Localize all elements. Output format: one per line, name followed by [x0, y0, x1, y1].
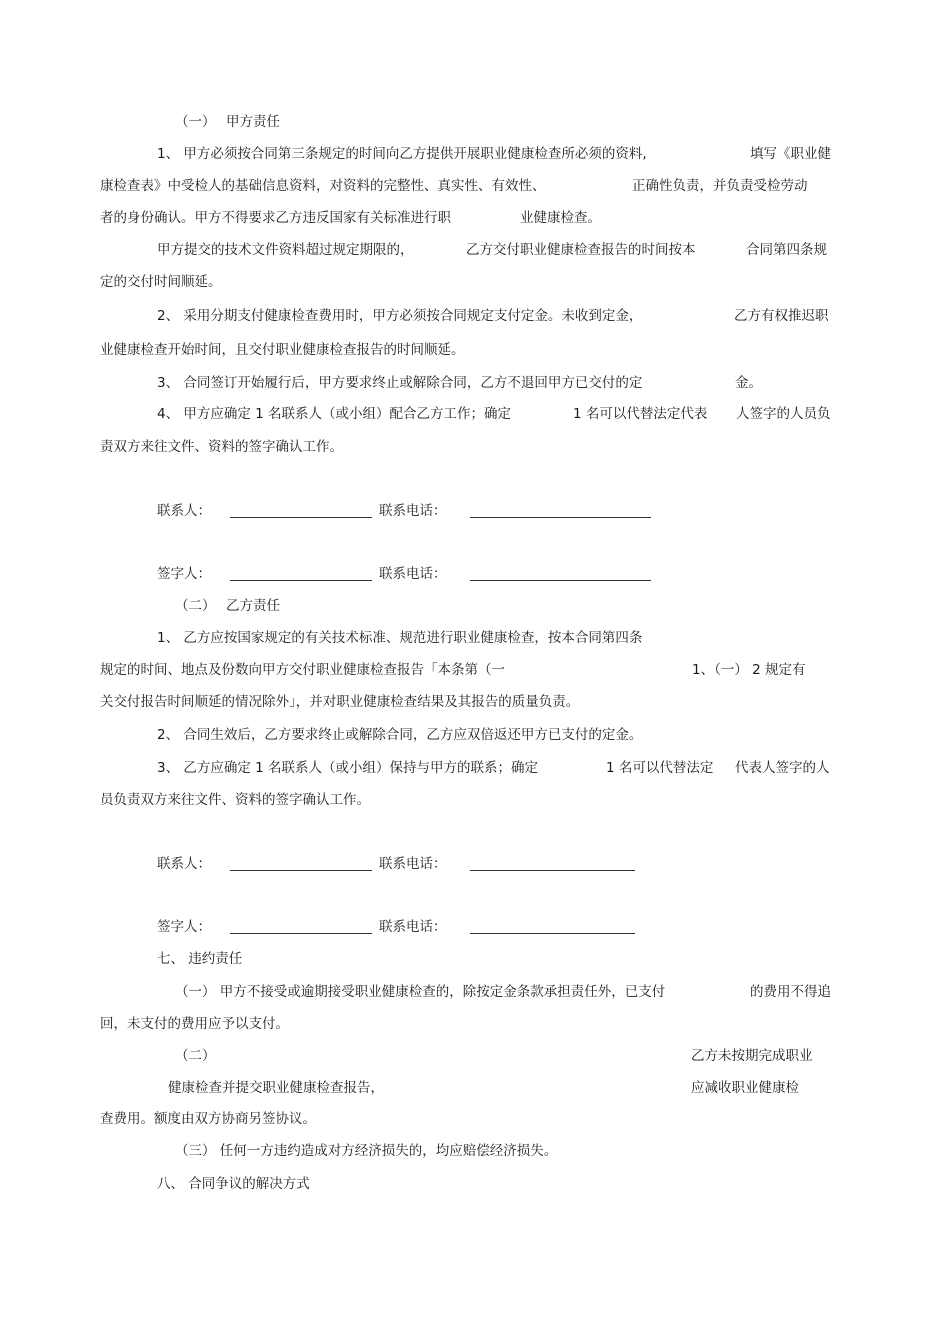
a-item3-line1a: 3、 合同签订开始履行后，甲方要求终止或解除合同，乙方不退回甲方已交付的定: [157, 375, 643, 391]
section-b-number: （二）: [175, 598, 216, 614]
b-signer-label: 签字人：: [157, 919, 211, 935]
a-item2-line2: 业健康检查开始时间，且交付职业健康检查报告的时间顺延。: [100, 342, 465, 358]
b-signer-phone-blank: [470, 933, 635, 934]
a-extra-line1c: 合同第四条规: [746, 242, 827, 258]
a-item1-line2a: 康检查表》中受检人的基础信息资料，对资料的完整性、真实性、有效性、: [100, 178, 546, 194]
a-signer-phone-label: 联系电话：: [379, 566, 447, 582]
a-signer-phone-blank: [470, 580, 651, 581]
s7-p2-line2a: 健康检查并提交职业健康检查报告，: [168, 1080, 384, 1096]
b-item3-line1a: 3、 乙方应确定 1 名联系人（或小组）保持与甲方的联系；确定: [157, 760, 539, 776]
a-contact-label: 联系人：: [157, 503, 211, 519]
a-extra-line2: 定的交付时间顺延。: [100, 274, 222, 290]
s7-p3: （三） 任何一方违约造成对方经济损失的，均应赔偿经济损失。: [175, 1143, 558, 1159]
b-contact-label: 联系人：: [157, 856, 211, 872]
b-phone-blank: [470, 870, 635, 871]
a-signer-label: 签字人：: [157, 566, 211, 582]
s7-p1-line2: 回，未支付的费用应予以支付。: [100, 1016, 289, 1032]
a-contact-blank: [230, 517, 372, 518]
s7-p1-line1b: 的费用不得追: [750, 984, 831, 1000]
a-item4-line1a: 4、 甲方应确定 1 名联系人（或小组）配合乙方工作；确定: [157, 406, 512, 422]
a-item1-line3a: 者的身份确认。甲方不得要求乙方违反国家有关标准进行职: [100, 210, 451, 226]
s7-p1-line1a: （一） 甲方不接受或逾期接受职业健康检查的，除按定金条款承担责任外，已支付: [175, 984, 666, 1000]
b-item1-line3: 关交付报告时间顺延的情况除外」，并对职业健康检查结果及其报告的质量负责。: [100, 694, 580, 710]
b-contact-blank: [230, 870, 372, 871]
a-item1-line2b: 正确性负责，并负责受检劳动: [632, 178, 808, 194]
section-7-heading: 七、 违约责任: [157, 951, 243, 967]
a-item3-line1b: 金。: [735, 375, 762, 391]
a-phone-label: 联系电话：: [379, 503, 447, 519]
s7-p2-line1b: 乙方未按期完成职业: [691, 1048, 813, 1064]
b-item2-line1: 2、 合同生效后，乙方要求终止或解除合同，乙方应双倍返还甲方已支付的定金。: [157, 727, 643, 743]
a-item2-line1a: 2、 采用分期支付健康检查费用时，甲方必须按合同规定支付定金。未收到定金，: [157, 308, 643, 324]
a-item4-line2: 责双方来往文件、资料的签字确认工作。: [100, 439, 343, 455]
section-a-title: 甲方责任: [226, 114, 280, 130]
b-item1-line1: 1、 乙方应按国家规定的有关技术标准、规范进行职业健康检查，按本合同第四条: [157, 630, 643, 646]
section-a-number: （一）: [175, 114, 216, 130]
a-item4-line1b: 1 名可以代替法定代表: [573, 406, 708, 422]
b-phone-label: 联系电话：: [379, 856, 447, 872]
a-item4-line1c: 人签字的人员负: [736, 406, 831, 422]
a-item1-line1a: 1、 甲方必须按合同第三条规定的时间向乙方提供开展职业健康检查所必须的资料,: [157, 146, 647, 162]
s7-p2-number: （二）: [175, 1048, 216, 1064]
a-phone-blank: [470, 517, 651, 518]
b-item3-line1c: 代表人签字的人: [735, 760, 830, 776]
s7-p2-line2b: 应减收职业健康检: [691, 1080, 799, 1096]
section-b-title: 乙方责任: [226, 598, 280, 614]
s7-p2-line3: 查费用。额度由双方协商另签协议。: [100, 1111, 316, 1127]
b-item3-line1b: 1 名可以代替法定: [606, 760, 714, 776]
a-item1-line1b: 填写《职业健: [750, 146, 831, 162]
a-signer-blank: [230, 580, 372, 581]
a-extra-line1a: 甲方提交的技术文件资料超过规定期限的，: [157, 242, 414, 258]
b-item1-line2b: 1、（一） 2 规定有: [692, 662, 806, 678]
b-signer-phone-label: 联系电话：: [379, 919, 447, 935]
a-item1-line3b: 业健康检查。: [520, 210, 601, 226]
a-item2-line1b: 乙方有权推迟职: [734, 308, 829, 324]
b-item3-line2: 员负责双方来往文件、资料的签字确认工作。: [100, 792, 370, 808]
b-item1-line2a: 规定的时间、地点及份数向甲方交付职业健康检查报告「本条第（一: [100, 662, 505, 678]
a-extra-line1b: 乙方交付职业健康检查报告的时间按本: [466, 242, 696, 258]
b-signer-blank: [230, 933, 372, 934]
section-8-heading: 八、 合同争议的解决方式: [157, 1176, 310, 1192]
